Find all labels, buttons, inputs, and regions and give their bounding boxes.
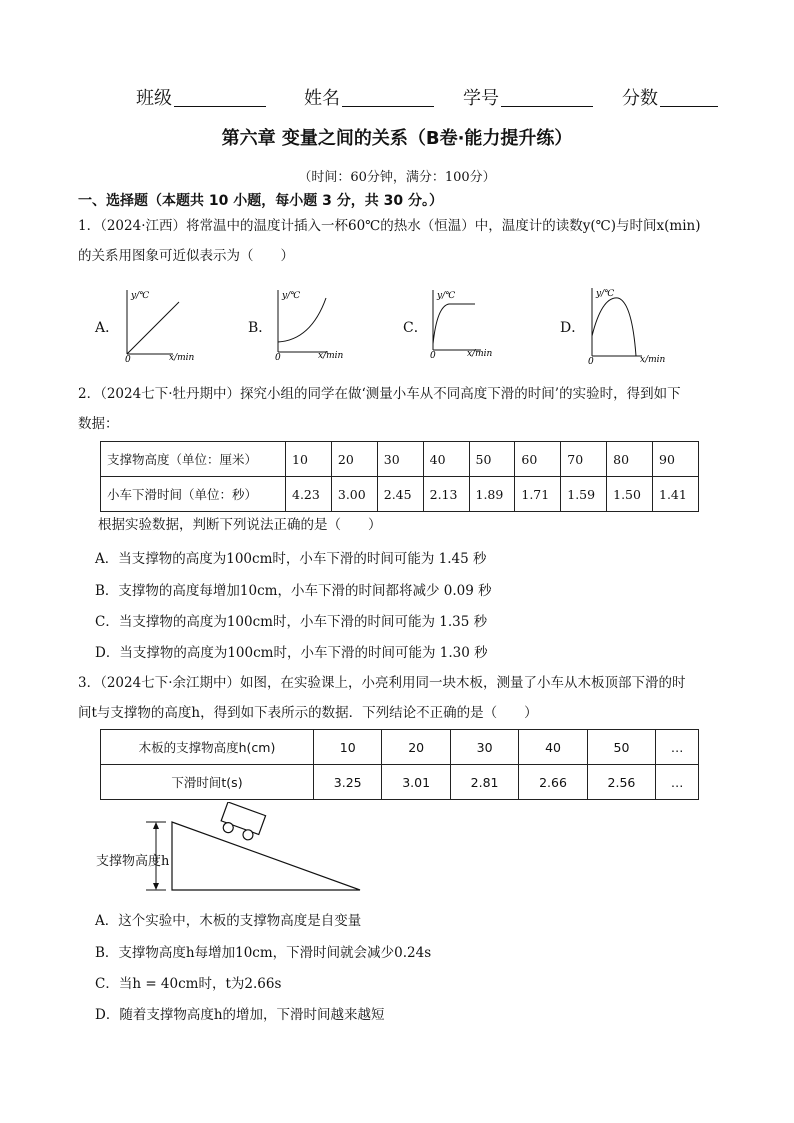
- q1-option-b-label[interactable]: B．: [248, 320, 273, 336]
- q2-option-d[interactable]: D．当支撑物的高度为100cm时，小车下滑的时间可能为 1.30 秒: [95, 645, 488, 661]
- table-cell: 3.01: [382, 765, 450, 800]
- score-label: 分数: [622, 88, 658, 109]
- table-cell: 30: [377, 442, 423, 477]
- table-cell: 3.25: [314, 765, 382, 800]
- q3-option-c[interactable]: C．当h = 40cm时，t为2.66s: [95, 976, 282, 992]
- q1-option-a-graph[interactable]: [115, 284, 200, 364]
- x-axis-label: x/min: [169, 353, 195, 363]
- table-cell: 20: [382, 730, 450, 765]
- table-cell: 30: [450, 730, 518, 765]
- student-info-header: [0, 84, 794, 112]
- table-cell: …: [656, 730, 699, 765]
- q2-stem-line1: 2．（2024七下·牡丹期中）探究小组的同学在做‘测量小车从不同高度下滑的时间’的实验时，得到如下: [78, 386, 681, 402]
- table-cell: 20: [331, 442, 377, 477]
- table-cell: 80: [607, 442, 653, 477]
- q2-option-c[interactable]: C．当支撑物的高度为100cm时，小车下滑的时间可能为 1.35 秒: [95, 614, 488, 630]
- name-blank[interactable]: [342, 106, 434, 107]
- q3-option-b[interactable]: B．支撑物高度h每增加10cm，下滑时间就会减少0.24s: [95, 945, 432, 961]
- q1-option-d-label[interactable]: D．: [560, 320, 586, 336]
- table-cell: 2.13: [423, 477, 469, 512]
- q3-data-table: [100, 729, 699, 800]
- q1-option-c-label[interactable]: C．: [403, 320, 428, 336]
- table-cell: 1.89: [469, 477, 515, 512]
- y-axis-label: y/℃: [437, 291, 456, 301]
- q2-option-a[interactable]: A．当支撑物的高度为100cm时，小车下滑的时间可能为 1.45 秒: [95, 551, 487, 567]
- id-label: 学号: [463, 88, 499, 109]
- score-blank[interactable]: [660, 106, 718, 107]
- page-title: 第六章 变量之间的关系（B卷·能力提升练）: [221, 128, 573, 149]
- name-label: 姓名: [304, 88, 340, 109]
- table-row: [101, 765, 699, 800]
- origin-label: 0: [125, 355, 131, 364]
- section-heading: 一、选择题（本题共 10 小题，每小题 3 分，共 30 分。）: [78, 193, 443, 209]
- table-row: [101, 477, 699, 512]
- y-axis-label: y/℃: [131, 291, 150, 301]
- q2-row2-header: 小车下滑时间（单位：秒）: [101, 477, 286, 512]
- q3-stem-line1: 3．（2024七下·余江期中）如图，在实验课上，小亮利用同一块木板，测量了小车从木板顶部下滑的时: [78, 675, 686, 691]
- q3-row1-header: 木板的支撑物高度h(cm): [101, 730, 314, 765]
- y-axis-label: y/℃: [282, 291, 301, 301]
- ramp-height-label: 支撑物高度h: [96, 854, 170, 869]
- table-cell: 50: [469, 442, 515, 477]
- table-cell: 40: [423, 442, 469, 477]
- table-cell: 2.45: [377, 477, 423, 512]
- table-row: [101, 730, 699, 765]
- table-row: [101, 442, 699, 477]
- q1-option-d-graph[interactable]: [580, 282, 665, 368]
- q2-option-b[interactable]: B．支撑物的高度每增加10cm，小车下滑的时间都将减少 0.09 秒: [95, 583, 492, 599]
- q2-row1-header: 支撑物高度（单位：厘米）: [101, 442, 286, 477]
- table-cell: 60: [515, 442, 561, 477]
- q1-option-a-label[interactable]: A．: [95, 320, 120, 336]
- table-cell: 4.23: [286, 477, 332, 512]
- class-blank[interactable]: [174, 106, 266, 107]
- table-cell: 10: [286, 442, 332, 477]
- q2-question-stem: 根据实验数据，判断下列说法正确的是（ ）: [98, 517, 382, 533]
- q1-stem-line2: 的关系用图象可近似表示为（ ）: [78, 248, 294, 264]
- table-cell: 3.00: [331, 477, 377, 512]
- id-blank[interactable]: [501, 106, 593, 107]
- x-axis-label: x/min: [467, 349, 493, 359]
- table-cell: 40: [519, 730, 587, 765]
- origin-label: 0: [588, 357, 594, 367]
- table-cell: 70: [561, 442, 607, 477]
- q3-row2-header: 下滑时间t(s): [101, 765, 314, 800]
- q1-option-c-graph[interactable]: [421, 284, 506, 364]
- y-axis-label: y/℃: [596, 289, 615, 299]
- q1-stem-line1: 1．（2024·江西）将常温中的温度计插入一杯60℃的热水（恒温）中，温度计的读数y(℃)与时间x(min): [78, 218, 701, 234]
- table-cell: 1.41: [653, 477, 699, 512]
- table-cell: 1.59: [561, 477, 607, 512]
- table-cell: …: [656, 765, 699, 800]
- class-label: 班级: [136, 88, 172, 109]
- table-cell: 2.81: [450, 765, 518, 800]
- table-cell: 90: [653, 442, 699, 477]
- origin-label: 0: [430, 351, 436, 361]
- x-axis-label: x/min: [640, 355, 665, 365]
- q2-stem-line2: 数据：: [78, 416, 119, 432]
- x-axis-label: x/min: [318, 351, 344, 361]
- q1-option-b-graph[interactable]: [266, 284, 351, 364]
- table-cell: 2.56: [587, 765, 655, 800]
- table-cell: 1.50: [607, 477, 653, 512]
- q3-stem-line2: 间t与支撑物的高度h，得到如下表所示的数据．下列结论不正确的是（ ）: [78, 705, 538, 721]
- q3-option-d[interactable]: D．随着支撑物高度h的增加，下滑时间越来越短: [95, 1007, 385, 1023]
- table-cell: 50: [587, 730, 655, 765]
- table-cell: 2.66: [519, 765, 587, 800]
- origin-label: 0: [275, 353, 281, 363]
- q2-data-table: [100, 441, 699, 512]
- ramp-figure: [136, 802, 368, 894]
- page-subtitle: （时间：60分钟，满分：100分）: [298, 170, 496, 185]
- table-cell: 10: [314, 730, 382, 765]
- q3-option-a[interactable]: A．这个实验中，木板的支撑物高度是自变量: [95, 913, 362, 929]
- table-cell: 1.71: [515, 477, 561, 512]
